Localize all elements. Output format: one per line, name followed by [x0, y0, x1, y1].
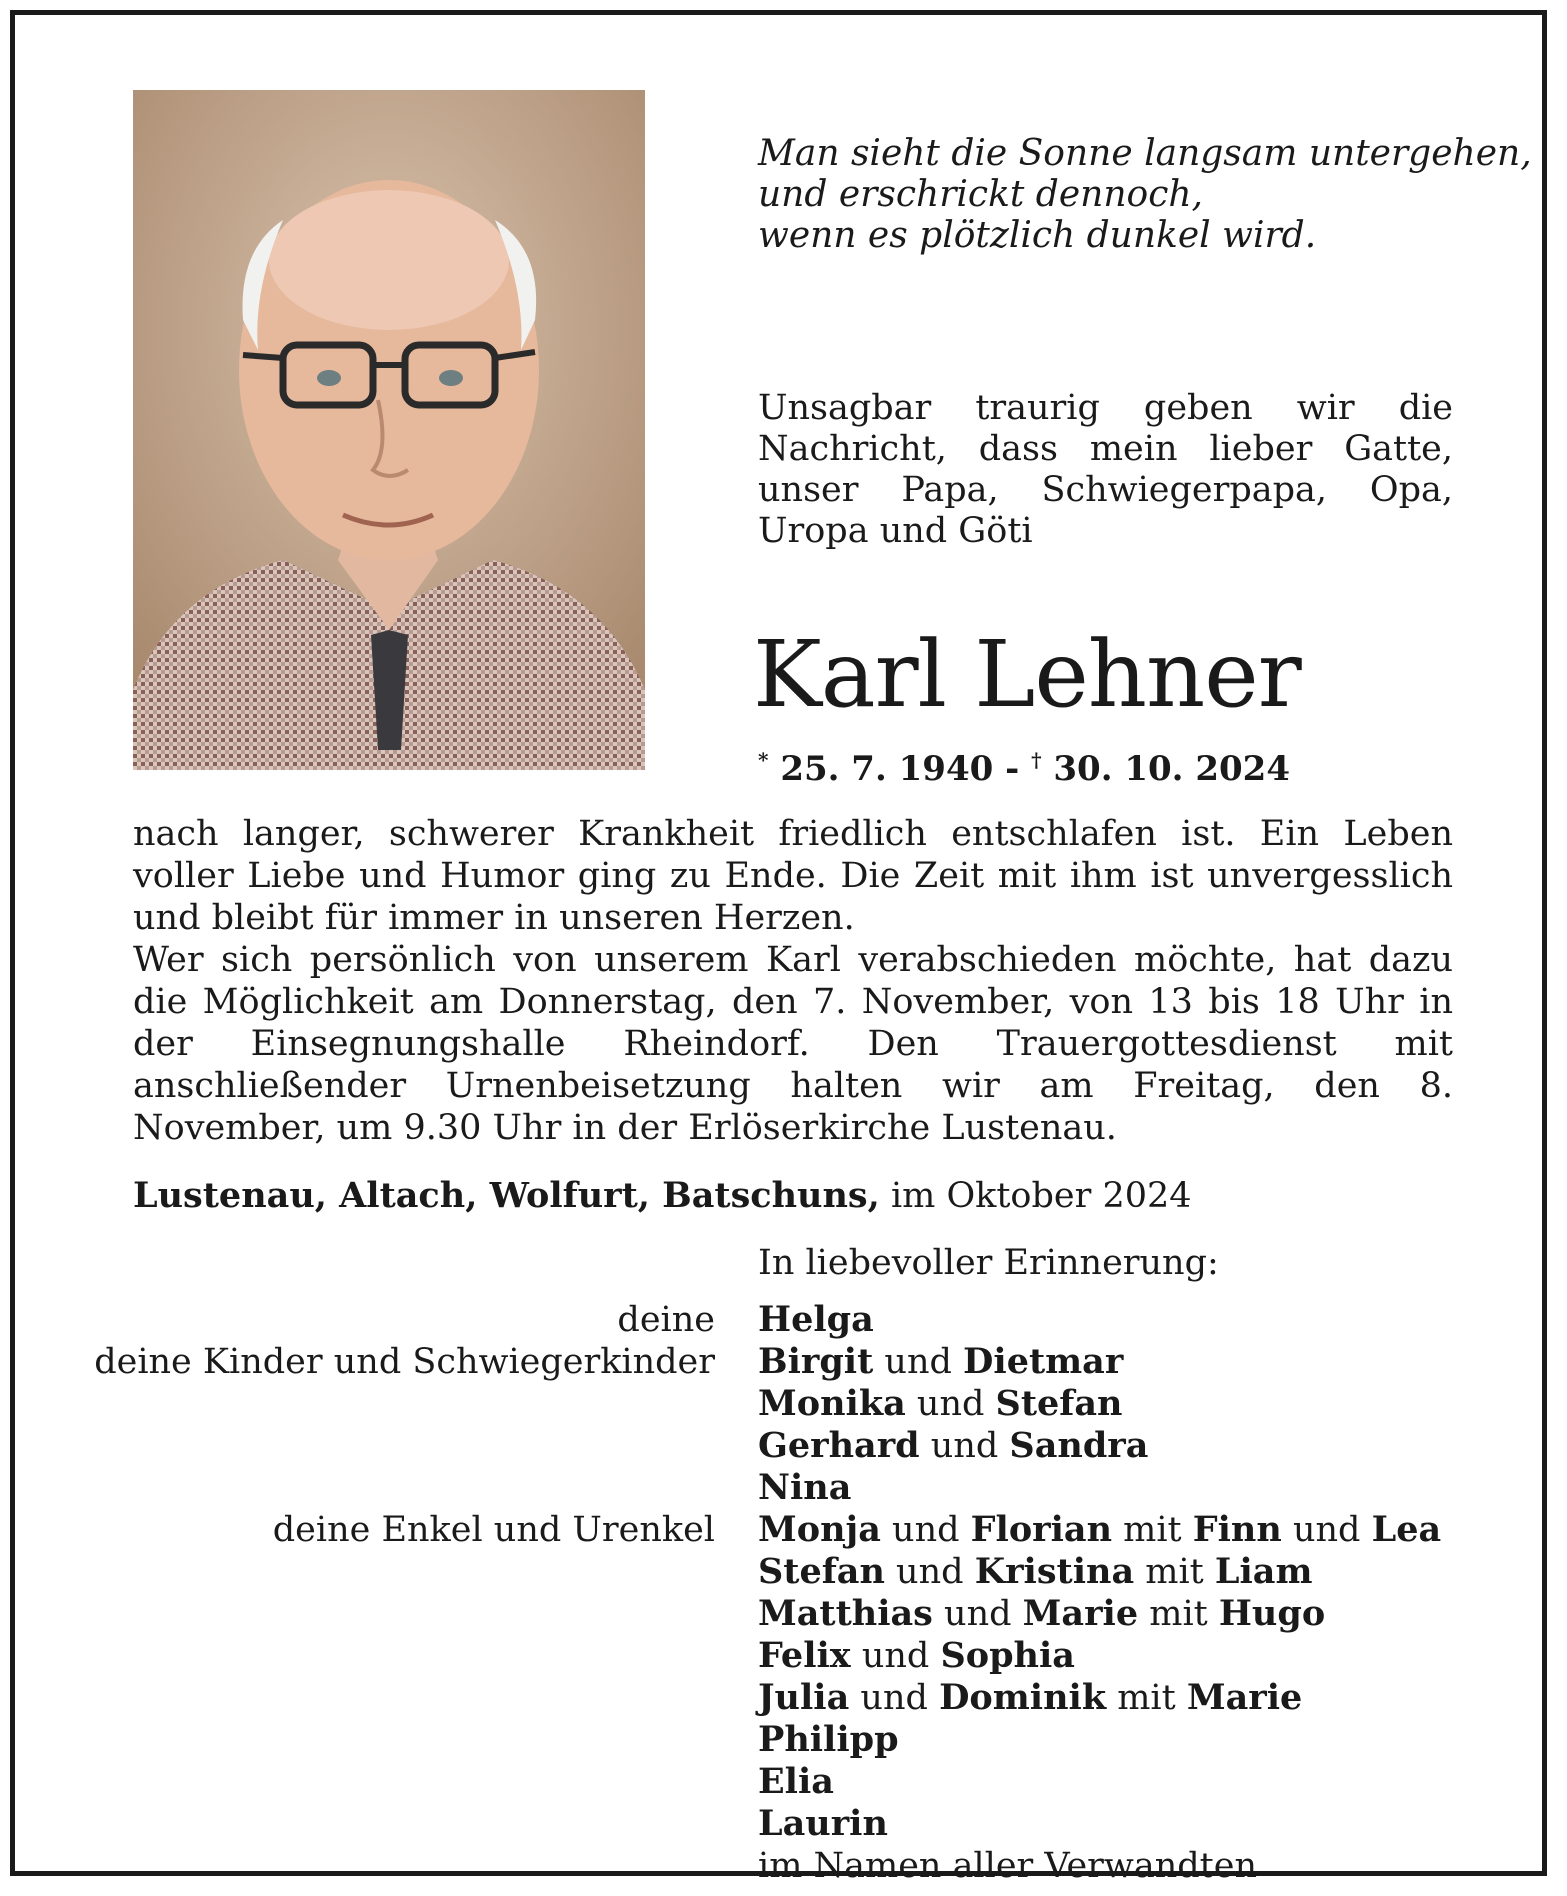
conjunction: und	[861, 1636, 930, 1676]
portrait-photo-illustration	[133, 90, 645, 770]
family-member: Monja	[758, 1509, 881, 1550]
grandchildren-line	[758, 1803, 1441, 1845]
obituary-notice	[10, 10, 1547, 1886]
grandchildren-line	[758, 1509, 1441, 1551]
conjunction: mit	[1123, 1510, 1182, 1550]
family-member: Lea	[1371, 1509, 1442, 1550]
death-date: 30. 10. 2024	[1053, 749, 1290, 789]
family-member: Nina	[758, 1467, 852, 1508]
memory-heading: In liebevoller Erinnerung:	[758, 1243, 1219, 1283]
family-member: Felix	[758, 1635, 851, 1676]
family-member: Birgit	[758, 1341, 874, 1382]
grandchildren-line	[758, 1551, 1441, 1593]
conjunction: und	[930, 1426, 999, 1466]
children-line	[758, 1341, 1441, 1383]
grandchildren-line	[758, 1761, 1441, 1803]
conjunction: und	[916, 1384, 985, 1424]
family-member: Matthias	[758, 1593, 933, 1634]
places-list: Lustenau, Altach, Wolfurt, Batschuns,	[133, 1175, 880, 1216]
spouse-line	[758, 1299, 1441, 1341]
death-symbol: †	[1031, 748, 1042, 772]
children-line	[758, 1383, 1441, 1425]
life-dates	[758, 748, 1290, 789]
birth-date: 25. 7. 1940 -	[780, 749, 1020, 789]
grandchildren-line	[758, 1593, 1441, 1635]
family-names	[758, 1299, 1441, 1887]
label-children: deine Kinder und Schwiegerkinder	[94, 1342, 715, 1382]
family-member: Sandra	[1009, 1425, 1149, 1466]
month-year: im Oktober 2024	[890, 1176, 1192, 1216]
announcement-body	[133, 813, 1453, 1149]
conjunction: mit	[1149, 1594, 1208, 1634]
children-line	[758, 1425, 1441, 1467]
family-member: Monika	[758, 1383, 906, 1424]
family-member: Florian	[970, 1509, 1113, 1550]
family-member: Helga	[758, 1299, 874, 1340]
family-member: Dietmar	[963, 1341, 1124, 1382]
family-member: Stefan	[995, 1383, 1123, 1424]
verse-line: und erschrickt dennoch,	[758, 174, 1203, 215]
family-member: Gerhard	[758, 1425, 920, 1466]
family-member: Elia	[758, 1761, 834, 1802]
verse-line: wenn es plötzlich dunkel wird.	[758, 215, 1317, 256]
body-paragraph: nach langer, schwerer Krankheit friedlich entschlafen ist. Ein Leben voller Liebe und Humor ging zu Ende. Die Zeit mit ihm ist unvergesslich und bleibt für immer in unseren Herzen.	[133, 814, 1453, 938]
body-paragraph: Wer sich persönlich von unserem Karl verabschieden möchte, hat dazu die Möglichkeit am Donnerstag, den 7. November, von 13 bis 18 Uhr in der Einsegnungshalle Rheindorf. Den Trauergottesdienst mit anschließender Urnenbeisetzung halten wir am Freitag, den 8. November, um 9.30 Uhr in der Erlöserkirche Lustenau.	[133, 940, 1453, 1148]
conjunction: und	[896, 1552, 964, 1592]
family-member: Dominik	[939, 1677, 1107, 1718]
family-member: Stefan	[758, 1551, 885, 1592]
label-grandchildren: deine Enkel und Urenkel	[272, 1510, 715, 1550]
born-symbol: *	[758, 748, 769, 772]
family-member: Julia	[758, 1677, 850, 1718]
children-line	[758, 1467, 1441, 1509]
family-member: Marie	[1022, 1593, 1139, 1634]
grandchildren-line	[758, 1677, 1441, 1719]
family-member: Hugo	[1218, 1593, 1326, 1634]
conjunction: und	[892, 1510, 960, 1550]
family-member: Sophia	[940, 1635, 1075, 1676]
grandchildren-line	[758, 1635, 1441, 1677]
conjunction: mit	[1117, 1678, 1176, 1718]
family-member: Philipp	[758, 1719, 899, 1760]
family-labels	[94, 1299, 715, 1551]
conjunction: und	[884, 1342, 952, 1382]
label-spouse: deine	[617, 1300, 715, 1340]
conjunction: und	[944, 1594, 1012, 1634]
family-member: Liam	[1214, 1551, 1313, 1592]
verse-line: Man sieht die Sonne langsam untergehen,	[758, 133, 1532, 174]
grandchildren-line	[758, 1719, 1441, 1761]
intro-text: Unsagbar traurig geben wir die Nachricht, dass mein lieber Gatte, unser Papa, Schwiegerpapa, Opa, Uropa und Göti	[758, 388, 1453, 551]
place-date-line	[133, 1175, 1192, 1216]
family-member: Finn	[1192, 1509, 1282, 1550]
family-member: Marie	[1186, 1677, 1303, 1718]
conjunction: und	[1292, 1510, 1361, 1550]
conjunction: und	[860, 1678, 928, 1718]
portrait-photo	[133, 90, 645, 770]
conjunction: mit	[1145, 1552, 1204, 1592]
closing-line: im Namen aller Verwandten	[758, 1846, 1257, 1886]
family-member: Laurin	[758, 1803, 888, 1844]
memorial-verse	[758, 133, 1532, 256]
family-member: Kristina	[974, 1551, 1135, 1592]
deceased-name: Karl Lehner	[753, 621, 1301, 728]
